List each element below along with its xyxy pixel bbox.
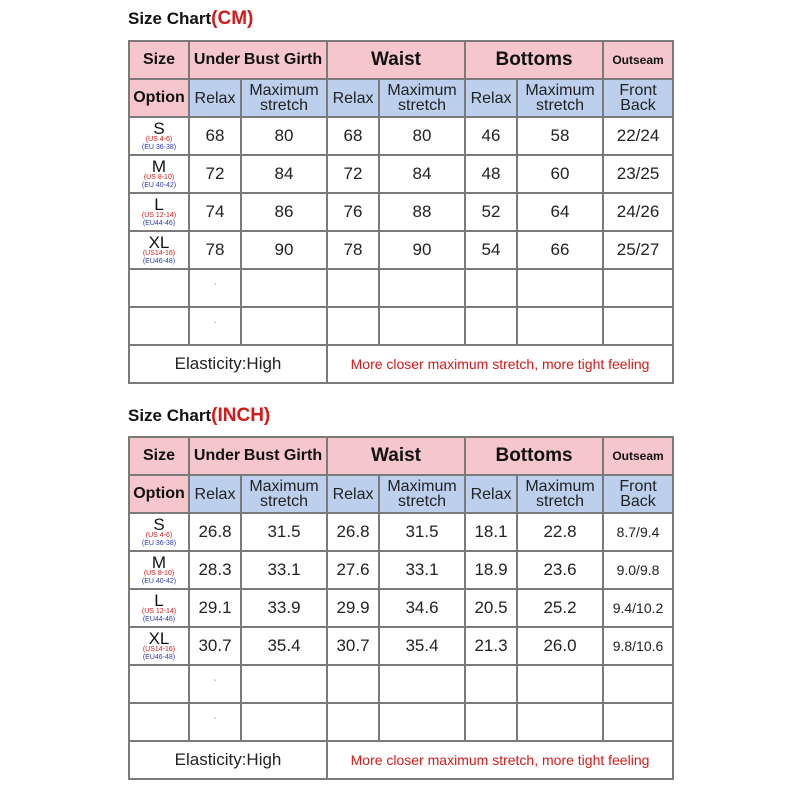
waist-header: Waist (327, 437, 465, 475)
value-cell: 35.4 (379, 627, 465, 665)
value-cell: 9.4/10.2 (603, 589, 673, 627)
value-cell: 22/24 (603, 117, 673, 155)
stretch-note: More closer maximum stretch, more tight feeling (327, 345, 673, 383)
cm-title-prefix: Size Chart (128, 9, 212, 28)
value-cell: 24/26 (603, 193, 673, 231)
value-cell: 30.7 (327, 627, 379, 665)
elasticity-label: Elasticity:High (129, 345, 327, 383)
table-row (129, 155, 673, 193)
outseam-header: Outseam (603, 41, 673, 79)
table-row (129, 117, 673, 155)
value-cell: 78 (189, 231, 241, 269)
value-cell: 8.7/9.4 (603, 513, 673, 551)
value-cell: 86 (241, 193, 327, 231)
inch-title-unit: (INCH) (211, 405, 271, 426)
empty-mark: ` (189, 307, 241, 345)
front-back-subheader: Front Back (603, 79, 673, 117)
value-cell: 9.0/9.8 (603, 551, 673, 589)
value-cell: 26.8 (189, 513, 241, 551)
value-cell: 48 (465, 155, 517, 193)
value-cell: 25/27 (603, 231, 673, 269)
value-cell: 31.5 (241, 513, 327, 551)
maximum-stretch-subheader: Maximum stretch (517, 475, 603, 513)
value-cell: 22.8 (517, 513, 603, 551)
maximum-stretch-subheader: Maximum stretch (517, 79, 603, 117)
value-cell: 90 (379, 231, 465, 269)
maximum-stretch-subheader: Maximum stretch (241, 79, 327, 117)
value-cell: 80 (241, 117, 327, 155)
value-cell: 18.1 (465, 513, 517, 551)
relax-subheader: Relax (327, 79, 379, 117)
inch-size-table (128, 436, 674, 780)
stretch-note: More closer maximum stretch, more tight feeling (327, 741, 673, 779)
cm-size-table (128, 40, 674, 384)
value-cell: 23/25 (603, 155, 673, 193)
value-cell: 33.1 (241, 551, 327, 589)
size-cell: S (US 4-6) (EU 36-38) (129, 513, 189, 551)
table-row (129, 551, 673, 589)
maximum-stretch-subheader: Maximum stretch (379, 79, 465, 117)
value-cell: 68 (327, 117, 379, 155)
table-row (129, 627, 673, 665)
waist-header: Waist (327, 41, 465, 79)
value-cell: 72 (189, 155, 241, 193)
value-cell: 20.5 (465, 589, 517, 627)
value-cell: 84 (241, 155, 327, 193)
table-row (129, 193, 673, 231)
maximum-stretch-subheader: Maximum stretch (241, 475, 327, 513)
size-header: Size (129, 41, 189, 79)
value-cell: 30.7 (189, 627, 241, 665)
value-cell: 27.6 (327, 551, 379, 589)
front-back-subheader: Front Back (603, 475, 673, 513)
empty-mark: ` (189, 269, 241, 307)
empty-row (129, 665, 673, 703)
size-cell: XL (US14-16) (EU46-48) (129, 231, 189, 269)
value-cell: 26.0 (517, 627, 603, 665)
value-cell: 18.9 (465, 551, 517, 589)
under-bust-girth-header: Under Bust Girth (189, 437, 327, 475)
value-cell: 23.6 (517, 551, 603, 589)
value-cell: 21.3 (465, 627, 517, 665)
value-cell: 88 (379, 193, 465, 231)
value-cell: 26.8 (327, 513, 379, 551)
value-cell: 33.1 (379, 551, 465, 589)
empty-row (129, 307, 673, 345)
size-cell: L (US 12-14) (EU44-46) (129, 589, 189, 627)
cm-chart-title (128, 8, 253, 30)
empty-mark: ` (189, 665, 241, 703)
value-cell: 72 (327, 155, 379, 193)
size-header: Size (129, 437, 189, 475)
value-cell: 84 (379, 155, 465, 193)
size-cell: L (US 12-14) (EU44-46) (129, 193, 189, 231)
bottoms-header: Bottoms (465, 437, 603, 475)
value-cell: 52 (465, 193, 517, 231)
empty-row (129, 703, 673, 741)
under-bust-girth-header: Under Bust Girth (189, 41, 327, 79)
maximum-stretch-subheader: Maximum stretch (379, 475, 465, 513)
size-cell: XL (US14-16) (EU46-48) (129, 627, 189, 665)
value-cell: 74 (189, 193, 241, 231)
value-cell: 66 (517, 231, 603, 269)
value-cell: 64 (517, 193, 603, 231)
value-cell: 29.9 (327, 589, 379, 627)
table-row (129, 231, 673, 269)
value-cell: 76 (327, 193, 379, 231)
value-cell: 35.4 (241, 627, 327, 665)
value-cell: 90 (241, 231, 327, 269)
relax-subheader: Relax (189, 475, 241, 513)
value-cell: 68 (189, 117, 241, 155)
empty-mark: ` (189, 703, 241, 741)
relax-subheader: Relax (327, 475, 379, 513)
bottoms-header: Bottoms (465, 41, 603, 79)
value-cell: 46 (465, 117, 517, 155)
relax-subheader: Relax (465, 475, 517, 513)
value-cell: 34.6 (379, 589, 465, 627)
value-cell: 60 (517, 155, 603, 193)
value-cell: 9.8/10.6 (603, 627, 673, 665)
value-cell: 29.1 (189, 589, 241, 627)
value-cell: 33.9 (241, 589, 327, 627)
outseam-header: Outseam (603, 437, 673, 475)
value-cell: 58 (517, 117, 603, 155)
size-cell: M (US 8-10) (EU 40-42) (129, 551, 189, 589)
table-row (129, 589, 673, 627)
inch-chart-title (128, 405, 270, 427)
cm-title-unit: (CM) (211, 8, 254, 29)
size-cell: M (US 8-10) (EU 40-42) (129, 155, 189, 193)
relax-subheader: Relax (465, 79, 517, 117)
value-cell: 80 (379, 117, 465, 155)
value-cell: 25.2 (517, 589, 603, 627)
value-cell: 78 (327, 231, 379, 269)
inch-title-prefix: Size Chart (128, 406, 212, 425)
empty-row (129, 269, 673, 307)
relax-subheader: Relax (189, 79, 241, 117)
elasticity-label: Elasticity:High (129, 741, 327, 779)
value-cell: 31.5 (379, 513, 465, 551)
table-row (129, 513, 673, 551)
size-cell: S (US 4-6) (EU 36-38) (129, 117, 189, 155)
option-header: Option (129, 475, 189, 513)
value-cell: 54 (465, 231, 517, 269)
value-cell: 28.3 (189, 551, 241, 589)
option-header: Option (129, 79, 189, 117)
